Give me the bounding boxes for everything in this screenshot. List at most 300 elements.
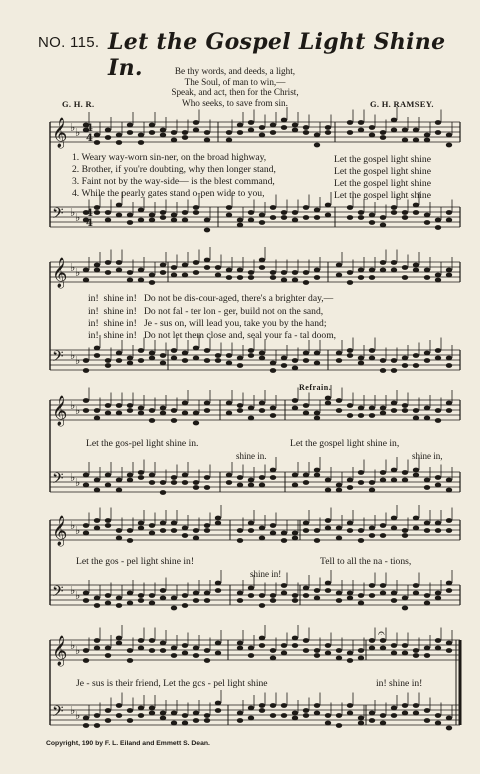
note-head [182, 526, 188, 531]
note-head [270, 713, 276, 718]
note-head [237, 268, 243, 273]
note-head [94, 638, 100, 643]
note-head [160, 596, 166, 601]
note-head [127, 356, 133, 361]
note-head [116, 403, 122, 408]
note-head [292, 593, 298, 598]
note-head [138, 638, 144, 643]
note-head [116, 596, 122, 601]
note-head [281, 643, 287, 648]
note-head [259, 475, 265, 480]
note-head [94, 646, 100, 651]
note-head [215, 521, 221, 526]
note-head [171, 348, 177, 353]
note-head [413, 268, 419, 273]
flat-sign: ♭ [70, 639, 76, 652]
note-head [292, 406, 298, 411]
note-head [127, 361, 133, 366]
note-head [281, 125, 287, 130]
note-head [336, 358, 342, 363]
note-head [105, 483, 111, 488]
note-head [149, 418, 155, 423]
note-head [314, 588, 320, 593]
note-head [160, 215, 166, 220]
note-head [259, 526, 265, 531]
note-head [270, 406, 276, 411]
note-head [435, 521, 441, 526]
note-head [171, 475, 177, 480]
note-head [116, 358, 122, 363]
note-head [369, 583, 375, 588]
note-head [281, 538, 287, 543]
note-head [237, 591, 243, 596]
note-head [138, 646, 144, 651]
note-head [424, 646, 430, 651]
note-head [292, 218, 298, 223]
note-head [369, 646, 375, 651]
note-head [171, 653, 177, 658]
note-head [281, 363, 287, 368]
verse-3-line-1-end: Let the gospel light shine [334, 178, 431, 189]
note-head [270, 531, 276, 536]
note-head [270, 523, 276, 528]
note-head [226, 411, 232, 416]
note-head [270, 703, 276, 708]
note-head [237, 275, 243, 280]
note-head [380, 358, 386, 363]
note-head [303, 358, 309, 363]
note-head [138, 411, 144, 416]
note-head [402, 643, 408, 648]
note-head [413, 468, 419, 473]
note-head [116, 536, 122, 541]
note-head [424, 718, 430, 723]
hymn-number: NO. 115. [38, 34, 100, 51]
note-head [347, 280, 353, 285]
note-head [94, 526, 100, 531]
note-head [435, 483, 441, 488]
note-head [116, 213, 122, 218]
note-head [347, 270, 353, 275]
hymn-title: Let the Gospel Light Shine In. [108, 29, 446, 81]
note-head [105, 210, 111, 215]
note-head [336, 536, 342, 541]
verse-4-line-1: 4. While the pearly gates stand o-pen wide to you, [72, 188, 265, 199]
note-head [105, 718, 111, 723]
note-head [105, 473, 111, 478]
note-head [358, 656, 364, 661]
note-head [171, 480, 177, 485]
note-head [336, 526, 342, 531]
treble-clef: 𝄞 [52, 118, 68, 148]
note-head [83, 483, 89, 488]
note-head [237, 641, 243, 646]
note-head [303, 648, 309, 653]
note-head [380, 368, 386, 373]
note-head [391, 478, 397, 483]
note-head [94, 603, 100, 608]
note-head [369, 133, 375, 138]
note-head [182, 651, 188, 656]
note-head [413, 653, 419, 658]
refrain-line-1b: Let the gospel light shine in, [290, 438, 400, 449]
note-head [116, 133, 122, 138]
note-head [127, 270, 133, 275]
note-head [435, 408, 441, 413]
note-head [402, 711, 408, 716]
note-head [171, 596, 177, 601]
note-head [193, 120, 199, 125]
note-head [237, 646, 243, 651]
note-head [149, 273, 155, 278]
note-head [336, 483, 342, 488]
note-head [369, 711, 375, 716]
note-head [380, 411, 386, 416]
note-head [402, 363, 408, 368]
note-head [424, 138, 430, 143]
note-head [402, 356, 408, 361]
note-head [336, 598, 342, 603]
note-head [83, 648, 89, 653]
note-head [127, 708, 133, 713]
note-head [149, 648, 155, 653]
note-head [116, 140, 122, 145]
note-head [237, 123, 243, 128]
note-head [127, 213, 133, 218]
note-head [149, 356, 155, 361]
note-head [325, 401, 331, 406]
note-head [391, 368, 397, 373]
note-head [193, 346, 199, 351]
note-head [424, 275, 430, 280]
note-head [303, 473, 309, 478]
note-head [116, 351, 122, 356]
note-head [127, 601, 133, 606]
note-head [248, 210, 254, 215]
note-head [182, 603, 188, 608]
note-head [325, 721, 331, 726]
note-head [292, 711, 298, 716]
note-head [204, 130, 210, 135]
note-head [413, 408, 419, 413]
note-head [182, 358, 188, 363]
note-head [138, 278, 144, 283]
note-head [292, 366, 298, 371]
note-head [226, 480, 232, 485]
note-head [248, 483, 254, 488]
note-head [248, 593, 254, 598]
note-head [347, 711, 353, 716]
note-head [193, 718, 199, 723]
note-head [369, 406, 375, 411]
note-head [127, 408, 133, 413]
time-signature: 4 [86, 208, 93, 219]
note-head [446, 716, 452, 721]
note-head [270, 130, 276, 135]
note-head [116, 528, 122, 533]
note-head [105, 653, 111, 658]
flat-sign: ♭ [70, 349, 76, 362]
note-head [435, 120, 441, 125]
note-head [292, 536, 298, 541]
lyricist-credit: G. H. R. [62, 99, 95, 109]
note-head [281, 118, 287, 123]
note-head [127, 648, 133, 653]
note-head [424, 478, 430, 483]
note-head [193, 421, 199, 426]
note-head [391, 591, 397, 596]
note-head [94, 133, 100, 138]
note-head [281, 215, 287, 220]
note-head [127, 591, 133, 596]
note-head [435, 225, 441, 230]
note-head [380, 478, 386, 483]
note-head [226, 401, 232, 406]
note-head [292, 636, 298, 641]
note-head [314, 215, 320, 220]
note-head [138, 475, 144, 480]
note-head [369, 268, 375, 273]
flat-sign: ♭ [70, 519, 76, 532]
note-head [94, 205, 100, 210]
note-head [314, 596, 320, 601]
note-head [424, 485, 430, 490]
note-head [248, 353, 254, 358]
note-head [94, 210, 100, 215]
note-head [149, 601, 155, 606]
note-head [215, 265, 221, 270]
note-head [413, 526, 419, 531]
note-head [204, 591, 210, 596]
note-head [270, 368, 276, 373]
note-head [358, 538, 364, 543]
note-head [215, 701, 221, 706]
note-head [204, 408, 210, 413]
note-head [138, 593, 144, 598]
note-head [402, 533, 408, 538]
refrain-line-3b: in! shine in! [376, 678, 423, 689]
note-head [336, 488, 342, 493]
note-head [314, 268, 320, 273]
note-head [303, 270, 309, 275]
note-head [347, 120, 353, 125]
note-head [149, 531, 155, 536]
note-head [391, 706, 397, 711]
note-head [281, 651, 287, 656]
note-head [259, 408, 265, 413]
note-head [270, 275, 276, 280]
note-head [347, 591, 353, 596]
note-head [391, 401, 397, 406]
note-head [303, 130, 309, 135]
note-head [116, 636, 122, 641]
note-head [446, 363, 452, 368]
note-head [347, 413, 353, 418]
note-head [303, 586, 309, 591]
note-head [182, 401, 188, 406]
note-head [204, 598, 210, 603]
note-head [171, 273, 177, 278]
note-head [94, 596, 100, 601]
note-head [303, 638, 309, 643]
note-head [182, 473, 188, 478]
note-head [402, 215, 408, 220]
flat-sign: ♭ [70, 399, 76, 412]
note-head [446, 648, 452, 653]
flat-sign: ♭ [75, 404, 81, 417]
note-head [171, 606, 177, 611]
note-head [369, 275, 375, 280]
note-head [94, 518, 100, 523]
note-head [303, 215, 309, 220]
note-head [325, 588, 331, 593]
note-head [237, 598, 243, 603]
note-head [237, 408, 243, 413]
note-head [358, 601, 364, 606]
note-head [204, 138, 210, 143]
note-head [127, 478, 133, 483]
note-head [435, 475, 441, 480]
note-head [138, 526, 144, 531]
note-head [292, 128, 298, 133]
note-head [413, 210, 419, 215]
note-head [380, 215, 386, 220]
note-head [336, 713, 342, 718]
note-head [193, 210, 199, 215]
note-head [149, 711, 155, 716]
note-head [127, 473, 133, 478]
note-head [314, 711, 320, 716]
note-head [358, 648, 364, 653]
note-head [215, 641, 221, 646]
note-head [336, 273, 342, 278]
note-head [391, 516, 397, 521]
note-head [380, 591, 386, 596]
note-head [424, 528, 430, 533]
note-head [435, 356, 441, 361]
bass-clef: 𝄢 [52, 703, 64, 724]
note-head [248, 716, 254, 721]
note-head [204, 265, 210, 270]
note-head [413, 648, 419, 653]
note-head [248, 406, 254, 411]
note-head [435, 713, 441, 718]
note-head [413, 711, 419, 716]
note-head [270, 598, 276, 603]
note-head [105, 270, 111, 275]
note-head [94, 488, 100, 493]
note-head [193, 528, 199, 533]
note-head [446, 218, 452, 223]
note-head [149, 523, 155, 528]
note-head [347, 130, 353, 135]
note-head [358, 413, 364, 418]
note-head [226, 268, 232, 273]
note-head [138, 140, 144, 145]
note-head [391, 358, 397, 363]
note-head [149, 123, 155, 128]
note-head [336, 656, 342, 661]
note-head [391, 210, 397, 215]
note-head [193, 480, 199, 485]
note-head [237, 130, 243, 135]
note-head [83, 408, 89, 413]
note-head [358, 470, 364, 475]
note-head [446, 268, 452, 273]
note-head [83, 658, 89, 663]
note-head [171, 218, 177, 223]
note-head [105, 411, 111, 416]
note-head [358, 275, 364, 280]
note-head [314, 528, 320, 533]
note-head [446, 210, 452, 215]
note-head [193, 128, 199, 133]
note-head [138, 521, 144, 526]
note-head [303, 480, 309, 485]
note-head [171, 213, 177, 218]
note-head [204, 528, 210, 533]
note-head [358, 215, 364, 220]
time-signature: 4 [86, 123, 93, 134]
note-head [314, 538, 320, 543]
note-head [391, 598, 397, 603]
note-head [94, 408, 100, 413]
note-head [369, 413, 375, 418]
verse-4-line-2: in! shine in! Do not let them close and, seal your fa - tal doom, [88, 330, 337, 341]
note-head [237, 356, 243, 361]
note-head [105, 218, 111, 223]
note-head [94, 723, 100, 728]
note-head [248, 275, 254, 280]
note-head [149, 130, 155, 135]
note-head [281, 531, 287, 536]
note-head [435, 638, 441, 643]
note-head [424, 521, 430, 526]
note-head [413, 416, 419, 421]
note-head [314, 351, 320, 356]
note-head [303, 593, 309, 598]
note-head [193, 598, 199, 603]
note-head [138, 208, 144, 213]
note-head [281, 210, 287, 215]
note-head [380, 533, 386, 538]
note-head [369, 638, 375, 643]
note-head [83, 591, 89, 596]
note-head [259, 258, 265, 263]
note-head [347, 215, 353, 220]
note-head [259, 265, 265, 270]
note-head [182, 533, 188, 538]
flat-sign: ♭ [75, 126, 81, 139]
note-head [391, 713, 397, 718]
note-head [292, 483, 298, 488]
verse-3-line-2: in! shine in! Je - sus on, will lead you, take you by the hand; [88, 318, 327, 329]
note-head [380, 223, 386, 228]
note-head [325, 488, 331, 493]
note-head [160, 406, 166, 411]
note-head [369, 480, 375, 485]
note-head [336, 408, 342, 413]
note-head [160, 263, 166, 268]
note-head [127, 403, 133, 408]
note-head [105, 260, 111, 265]
note-head [369, 593, 375, 598]
note-head [127, 538, 133, 543]
note-head [270, 123, 276, 128]
note-head [325, 643, 331, 648]
note-head [193, 356, 199, 361]
note-head [446, 133, 452, 138]
